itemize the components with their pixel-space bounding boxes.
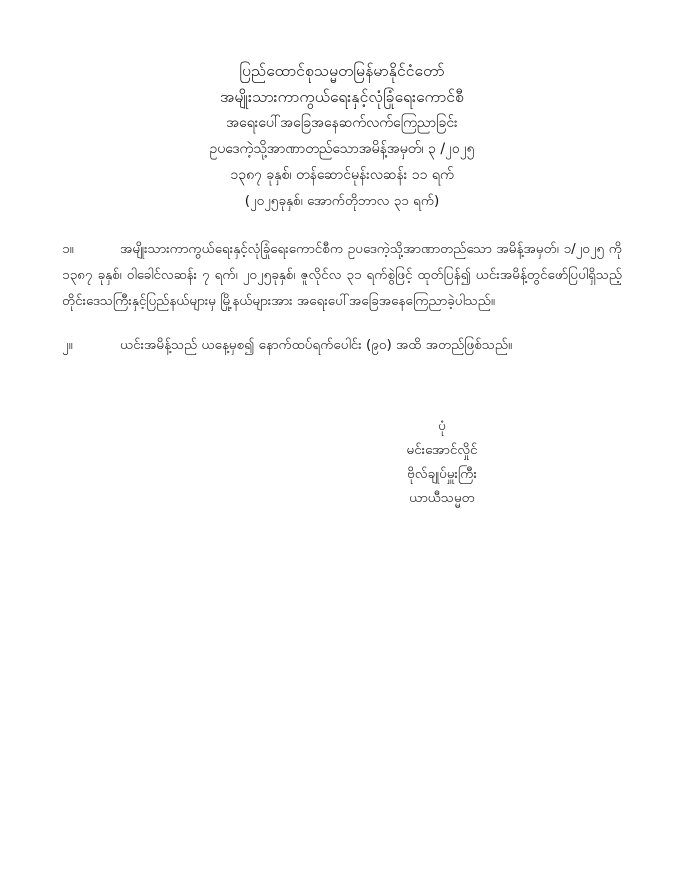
paragraph-1-marker: ၁။ bbox=[62, 241, 74, 257]
paragraph-2 bbox=[62, 332, 622, 358]
document-number: ဥပဒေကဲ့သို့အာဏာတည်သောအမိန့်အမှတ်၊ ၃ /၂၀၂၅ bbox=[209, 141, 475, 157]
organization-line-1: ပြည်ထောင်စုသမ္မတမြန်မာနိုင်ငံတော် bbox=[239, 62, 445, 80]
document-subject: အရေးပေါ်အခြေအနေဆက်လက်ကြေညာခြင်း bbox=[226, 115, 458, 131]
signatory-rank: ဗိုလ်ချုပ်မှူးကြီး bbox=[407, 466, 477, 482]
paragraph-1 bbox=[62, 236, 622, 314]
signatory-name: မင်းအောင်လှိုင် bbox=[406, 442, 478, 458]
signature-block bbox=[62, 414, 622, 510]
document-header bbox=[62, 58, 622, 214]
document-date-gregorian: (၂၀၂၅ခုနှစ်၊ အောက်တိုဘာလ ၃၁ ရက်) bbox=[244, 193, 440, 209]
signature-mark: ပုံ bbox=[438, 418, 446, 434]
paragraph-1-text: အမျိုးသားကာကွယ်ရေးနှင့်လုံခြုံရေးကောင်စီက ဥပဒေကဲ့သို့အာဏာတည်သော အမိန့်အမှတ်၊ ၁/၂၀၂၅ ကို ၁၃၈၇ ခုနှစ်၊ ဝါခေါင်လဆန်း ၇ ရက်၊ ၂၀၂၅ခုနှစ်၊ ဇူလိုင်လ ၃၁ ရက်စွဲဖြင့် ထုတ်ပြန်၍ ယင်းအမိန့်တွင်ဖော်ပြပါရှိသည့် တိုင်းဒေသကြီးနှင့်ပြည်နယ်များမှ မြို့နယ်များအား အရေးပေါ်အခြေအနေကြေညာခဲ့ပါသည်။ bbox=[62, 241, 622, 309]
signatory-title: ယာယီသမ္မတ bbox=[409, 490, 475, 506]
organization-line-2: အမျိုးသားကာကွယ်ရေးနှင့်လုံခြုံရေးကောင်စီ bbox=[220, 88, 464, 106]
document-body bbox=[62, 236, 622, 358]
paragraph-2-marker: ၂။ bbox=[62, 337, 73, 353]
document-date-myanmar: ၁၃၈၇ ခုနှစ်၊ တန်ဆောင်မုန်းလဆန်း ၁၁ ရက် bbox=[230, 167, 454, 183]
paragraph-2-text: ယင်းအမိန့်သည် ယနေ့မှစ၍ နောက်ထပ်ရက်ပေါင်း (၉၀) အထိ အတည်ဖြစ်သည်။ bbox=[120, 337, 513, 353]
